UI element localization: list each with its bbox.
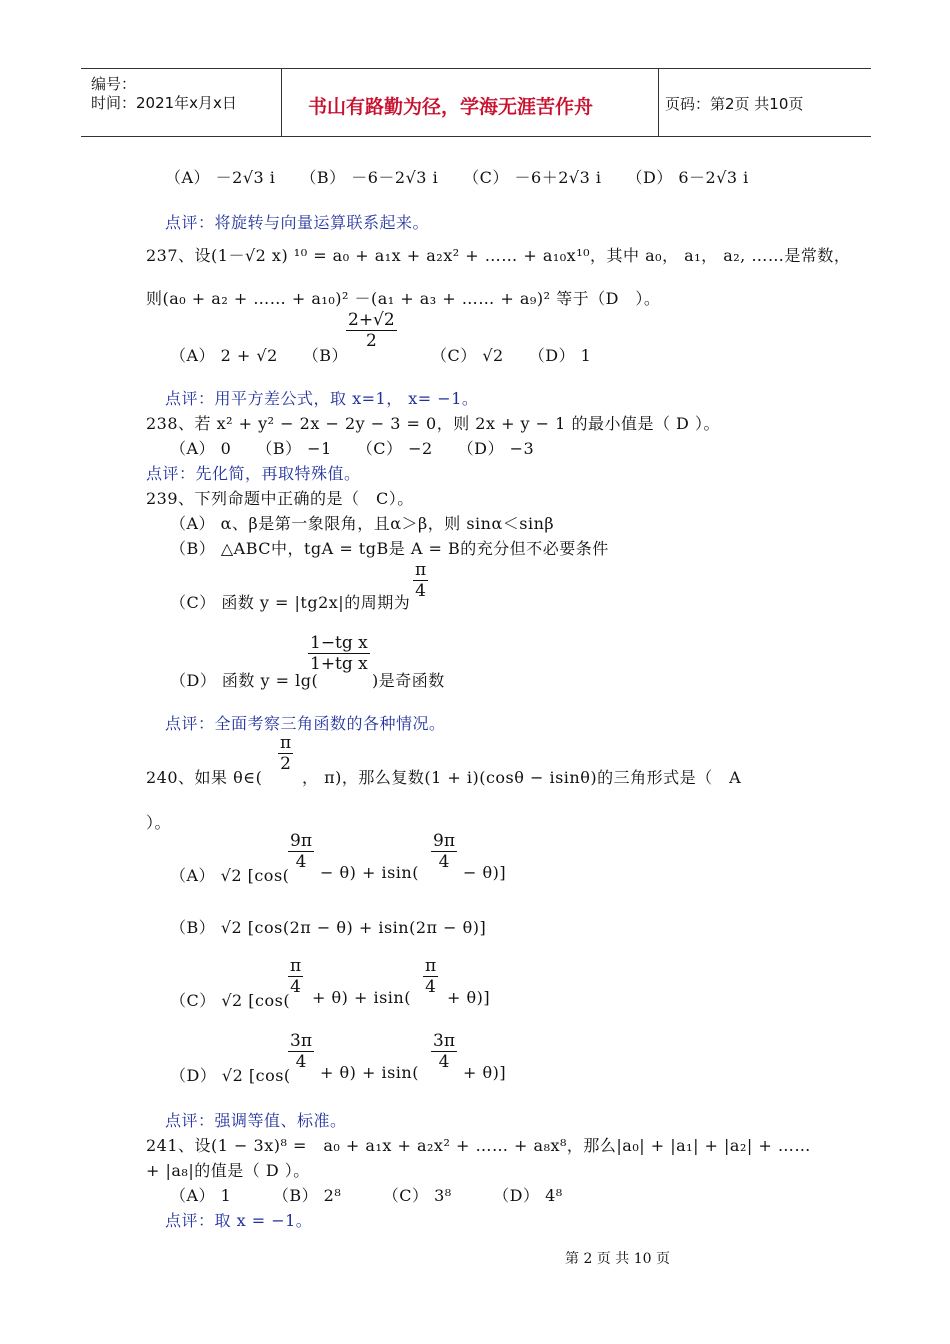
q239-comment: 点评：全面考察三角函数的各种情况。 [165, 714, 446, 733]
q239-option-d-part2: )是奇函数 [372, 671, 445, 690]
q239-option-b: （B） △ABC中，tgA = tgB是 A = B的充分但不必要条件 [170, 539, 609, 558]
q240-option-a-part3: − θ)] [463, 863, 507, 882]
fraction-denominator: 4 [295, 1052, 307, 1072]
q237-comment: 点评：用平方差公式，取 x=1， x= −1。 [165, 389, 479, 408]
q237-stem-line1: 237、设(1－√2 x) ¹⁰ = a₀ + a₁x + a₂x² + …… + a₁₀x¹⁰，其中 a₀， a₁， a₂, ……是常数， [146, 246, 851, 265]
fraction-denominator: 4 [290, 977, 301, 997]
fraction-numerator: π [415, 560, 427, 580]
page-header [81, 68, 871, 137]
q236-options: （A） －2√3 i （B） －6－2√3 i （C） －6＋2√3 i （D） 6－2√3 i [165, 168, 749, 187]
q240-comment: 点评：强调等值、标准。 [165, 1111, 347, 1130]
fraction-denominator: 4 [415, 581, 426, 601]
q240-option-d-part3: + θ)] [463, 1063, 507, 1082]
q240-stem-fraction [278, 733, 293, 774]
q239-option-c-fraction [413, 560, 428, 601]
fraction-denominator: 2 [365, 331, 377, 351]
doc-code-label: 编号： [91, 75, 137, 93]
q236-comment: 点评：将旋转与向量运算联系起来。 [165, 213, 430, 232]
q240-option-d-part2: + θ) + isin( [320, 1063, 419, 1082]
q238-stem: 238、若 x² + y² − 2x − 2y − 3 = 0，则 2x + y − 1 的最小值是（ D ）。 [146, 414, 720, 433]
q240-stem-line2: ）。 [146, 813, 172, 832]
q240-option-d-fraction2 [431, 1031, 457, 1072]
q241-options: （A） 1 （B） 2⁸ （C） 3⁸ （D） 4⁸ [170, 1186, 563, 1205]
header-meta-cell [81, 69, 282, 136]
q239-option-a: （A） α、β是第一象限角，且α＞β，则 sinα＜sinβ [170, 514, 555, 533]
q238-options: （A） 0 （B） −1 （C） −2 （D） −3 [170, 439, 535, 458]
q240-stem-part1: 240、如果 θ∈( [146, 768, 263, 787]
fraction-denominator: 4 [295, 852, 307, 872]
q240-option-c-part3: + θ)] [447, 988, 491, 1007]
fraction-numerator: 2+√2 [348, 310, 395, 330]
q240-option-a-part2: − θ) + isin( [320, 863, 419, 882]
q240-option-d-fraction1 [288, 1031, 314, 1072]
q240-option-a-part1: （A） √2 [cos( [170, 866, 290, 885]
page-footer: 第 2 页 共 10 页 [565, 1251, 670, 1267]
header-page-cell [659, 69, 871, 136]
q240-option-a-fraction2 [431, 831, 457, 872]
q240-option-c-part1: （C） √2 [cos( [170, 991, 291, 1010]
fraction-numerator: 3π [433, 1031, 455, 1051]
q237-stem-line2: 则(a₀ + a₂ + …… + a₁₀)² －(a₁ + a₃ + …… + a₉)² 等于（D ）。 [146, 289, 661, 308]
header-page-label: 页码：第2页 共10页 [665, 95, 804, 113]
q241-comment: 点评：取 x = −1。 [165, 1211, 313, 1230]
doc-time-label: 时间：2021年x月x日 [91, 94, 237, 112]
q237-options: （A） 2 + √2 （B） （C） √2 （D） 1 [170, 346, 592, 365]
fraction-numerator: π [280, 733, 292, 753]
q240-option-c-part2: + θ) + isin( [312, 988, 411, 1007]
q239-option-d-part1: （D） 函数 y = lg( [170, 671, 319, 690]
fraction-numerator: π [425, 956, 437, 976]
q239-option-d-fraction [308, 633, 370, 674]
q239-option-c: （C） 函数 y = |tg2x|的周期为 [170, 593, 411, 612]
fraction-denominator: 4 [438, 852, 450, 872]
fraction-denominator: 4 [425, 977, 436, 997]
q240-stem-part2: ， π)，那么复数(1 + i)(cosθ − isinθ)的三角形式是（ A [302, 768, 742, 787]
q238-comment: 点评：先化简，再取特殊值。 [146, 464, 361, 483]
fraction-denominator: 1+tg x [310, 654, 368, 674]
fraction-numerator: 1−tg x [310, 633, 368, 653]
q240-option-c-fraction2 [423, 956, 438, 997]
q240-option-d-part1: （D） √2 [cos( [170, 1066, 291, 1085]
fraction-denominator: 4 [438, 1052, 450, 1072]
fraction-numerator: 3π [290, 1031, 312, 1051]
q237-option-b-fraction [346, 310, 397, 351]
fraction-numerator: 9π [433, 831, 455, 851]
header-motto-cell [282, 69, 659, 136]
q241-stem-line2: + |a₈|的值是（ D ）。 [146, 1161, 310, 1180]
q240-option-a-fraction1 [288, 831, 314, 872]
q240-option-b: （B） √2 [cos(2π − θ) + isin(2π − θ)] [170, 918, 487, 937]
q239-stem: 239、下列命题中正确的是（ C）。 [146, 489, 414, 508]
fraction-numerator: π [290, 956, 302, 976]
fraction-numerator: 9π [290, 831, 312, 851]
header-motto: 书山有路勤为径，学海无涯苦作舟 [308, 96, 594, 118]
q240-option-c-fraction1 [288, 956, 303, 997]
q241-stem-line1: 241、设(1 − 3x)⁸ = a₀ + a₁x + a₂x² + …… + a₈x⁸，那么|a₀| + |a₁| + |a₂| + …… [146, 1136, 811, 1155]
fraction-denominator: 2 [280, 754, 291, 774]
